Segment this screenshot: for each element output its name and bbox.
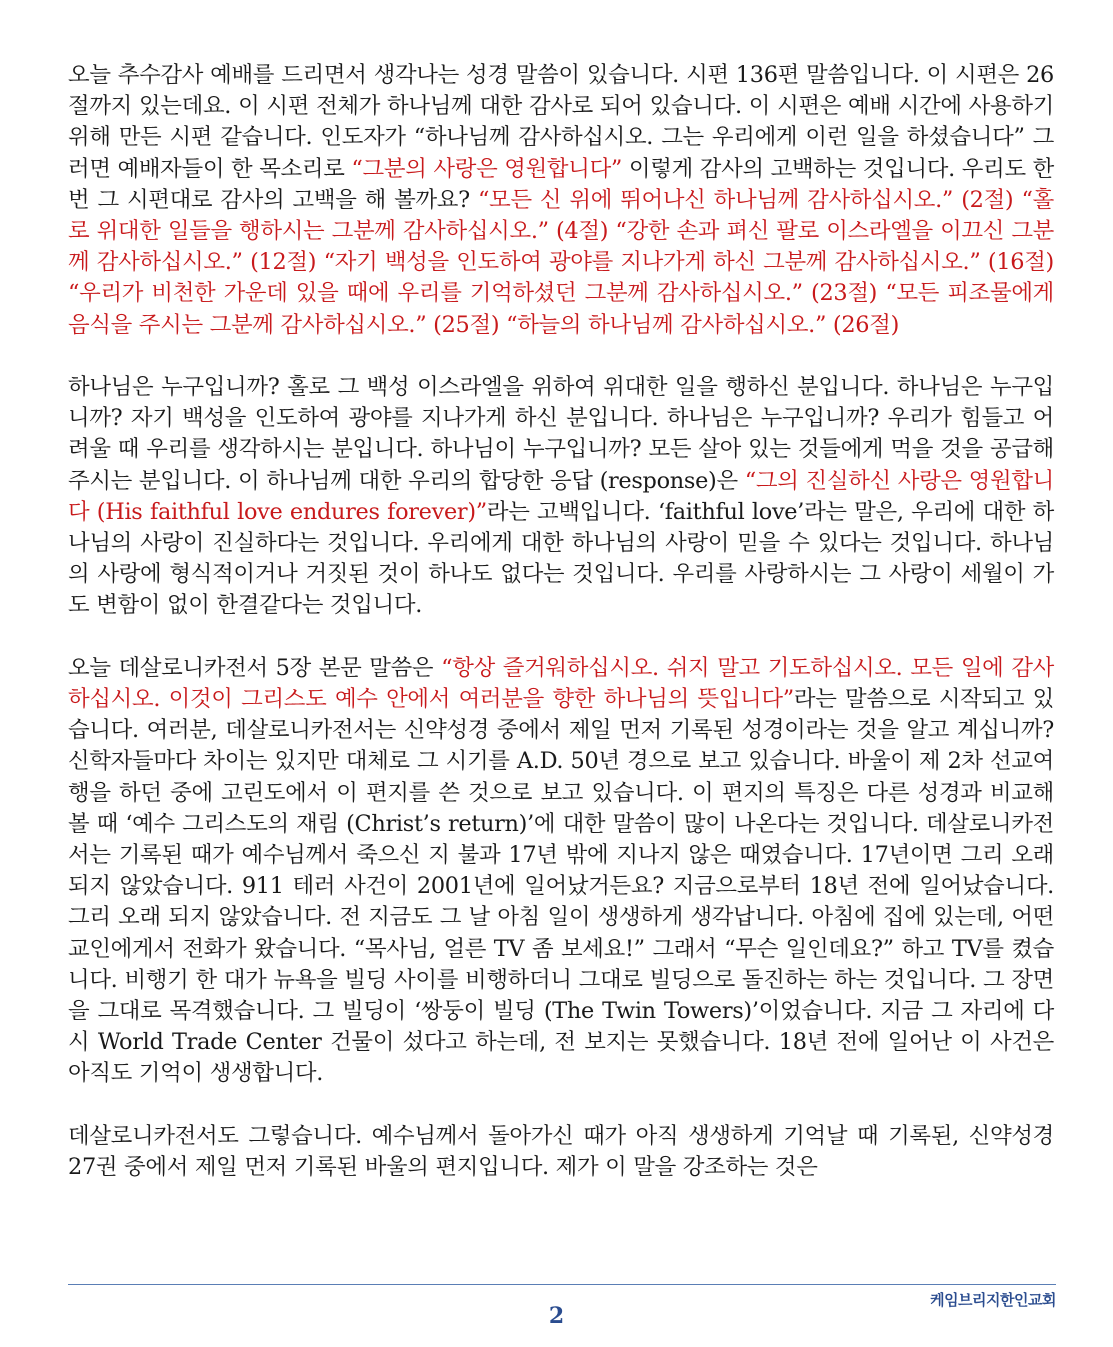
paragraph-text: 데살로니카전서도 그렇습니다. 예수님께서 돌아가신 때가 아직 생생하게 기억날 때 기록된, 신약성경 27권 중에서 제일 먼저 기록된 바울의 편지입니다. 제가 이 말을 강조하는 것은 — [68, 1122, 1054, 1181]
paragraph-1 — [68, 60, 1054, 341]
scripture-quote: “그의 진실하신 사랑은 영원합니다 (His faithful love endures forever)” — [68, 467, 1054, 525]
scripture-quote: “모든 신 위에 뛰어나신 하나님께 감사하십시오.” (2절) “홀로 위대한 일들을 행하시는 그분께 감사하십시오.” (4절) “강한 손과 펴신 팔로 이스라엘을 이끄신 그분께 감사하십시오.” (12절) “자기 백성을 인도하여 광야를 지나가게 하신 그분께 감사하십시오.” (16절) “우리가 비천한 가운데 있을 때에 우리를 기억하셨던 그분께 감사하십시오.” (23절) “모든 피조물에게 음식을 주시는 그분께 감사하십시오.” (25절) “하늘의 하나님께 감사하십시오.” (26절) — [68, 186, 1054, 338]
paragraph-text: 하나님은 누구입니까? 홀로 그 백성 이스라엘을 위하여 위대한 일을 행하신 분입니다. 하나님은 누구입니까? 자기 백성을 인도하여 광야를 지나가게 하신 분입니다. 하나님은 누구입니까? 우리가 힘들고 어려울 때 우리를 생각하시는 분입니다. 하나님이 누구입니까? 모든 살아 있는 것들에게 먹을 것을 공급해 주시는 분입니다. 이 하나님께 대한 우리의 합당한 응답 (response)은 — [68, 374, 1054, 494]
page-number: 2 — [548, 1303, 565, 1329]
paragraph-text: 오늘 데살로니카전서 5장 본문 말씀은 — [68, 654, 442, 681]
paragraph-text: 이렇게 감사의 고백하는 것입니다. 우리도 한번 그 시편대로 감사의 고백을 해 볼까요? — [68, 155, 1054, 213]
paragraph-text: 오늘 추수감사 예배를 드리면서 생각나는 성경 말씀이 있습니다. 시편 136편 말씀입니다. 이 시편은 26절까지 있는데요. 이 시편 전체가 하나님께 대한 감사로 되어 있습니다. 이 시편은 예배 시간에 사용하기 위해 만든 시편 같습니다. 인도자가 “하나님께 감사하십시오. 그는 우리에게 이런 일을 하셨습니다” 그러면 예배자들이 한 목소리로 — [68, 62, 1054, 182]
footer-divider — [68, 1284, 1056, 1285]
paragraph-2 — [68, 372, 1054, 622]
paragraph-4 — [68, 1121, 1054, 1183]
paragraph-text: 라는 말씀으로 시작되고 있습니다. 여러분, 데살로니카전서는 신약성경 중에서 제일 먼저 기록된 성경이라는 것을 알고 계십니까? 신학자들마다 차이는 있지만 대체로 그 시기를 A.D. 50년 경으로 보고 있습니다. 바울이 제 2차 선교여행을 하던 중에 고린도에서 이 편지를 쓴 것으로 보고 있습니다. 이 편지의 특징은 다른 성경과 비교해 볼 때 ‘예수 그리스도의 재림 (Christ’s return)’에 대한 말씀이 많이 나온다는 것입니다. 데살로니카전서는 기록된 때가 예수님께서 죽으신 지 불과 17년 밖에 지나지 않은 때였습니다. 17년이면 그리 오래되지 않았습니다. 911 테러 사건이 2001년에 일어났거든요? 지금으로부터 18년 전에 일어났습니다. 그리 오래 되지 않았습니다. 전 지금도 그 날 아침 일이 생생하게 생각납니다. 아침에 집에 있는데, 어떤 교인에게서 전화가 왔습니다. “목사님, 얼른 TV 좀 보세요!” 그래서 “무슨 일인데요?” 하고 TV를 켰습니다. 비행기 한 대가 뉴욕을 빌딩 사이를 비행하더니 그대로 빌딩으로 돌진하는 하는 것입니다. 그 장면을 그대로 목격했습니다. 그 빌딩이 ‘쌍둥이 빌딩 (The Twin Towers)’이었습니다. 지금 그 자리에 다시 World Trade Center 건물이 섰다고 하는데, 전 보지는 못했습니다. 18년 전에 일어난 이 사건은 아직도 기억이 생생합니다. — [68, 686, 1055, 1087]
scripture-quote: “그분의 사랑은 영원합니다” — [351, 155, 623, 182]
paragraph-text: 라는 고백입니다. ‘faithful love’라는 말은, 우리에 대한 하나님의 사랑이 진실하다는 것입니다. 우리에게 대한 하나님의 사랑이 믿을 수 있다는 것입니다. 하나님의 사랑에 형식적이거나 거짓된 것이 하나도 없다는 것입니다. 우리를 사랑하시는 그 사랑이 세월이 가도 변함이 없이 한결같다는 것입니다. — [68, 498, 1054, 619]
paragraph-3 — [68, 653, 1054, 1090]
scripture-quote: “항상 즐거워하십시오. 쉬지 말고 기도하십시오. 모든 일에 감사하십시오. 이것이 그리스도 예수 안에서 여러분을 향한 하나님의 뜻입니다” — [68, 654, 1054, 713]
document-body — [68, 60, 1054, 1183]
footer-church-name: 케임브리지한인교회 — [930, 1291, 1056, 1309]
